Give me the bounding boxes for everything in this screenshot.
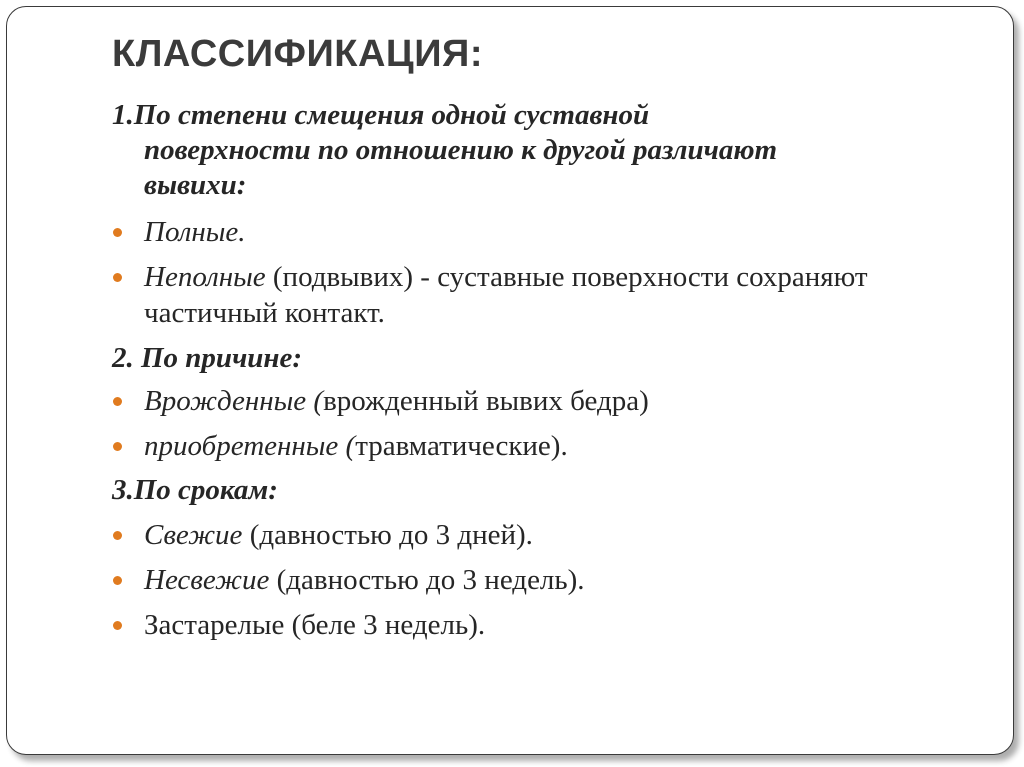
item-term: Свежие	[144, 519, 243, 551]
list-item-incomplete	[112, 259, 972, 331]
item-term: Несвежие	[144, 564, 270, 596]
bullet-icon	[113, 397, 122, 406]
item-term: Неполные	[144, 261, 266, 293]
item-term: приобретенные (	[144, 430, 356, 462]
item-text: Застарелые (беле 3 недель).	[144, 609, 486, 641]
list-item-congenital	[112, 383, 972, 419]
item-text: врожденный вывих бедра)	[323, 385, 649, 417]
list-item-not-fresh	[112, 562, 972, 598]
slide-content	[112, 98, 972, 652]
section-heading-duration: 3.По срокам:	[112, 474, 278, 506]
bullet-icon	[113, 228, 122, 237]
list-item-fresh	[112, 517, 972, 553]
item-text: (давностью до 3 недель).	[269, 564, 585, 596]
bullet-icon	[113, 576, 122, 585]
heading-line: вывихи:	[144, 169, 247, 201]
item-term: Врожденные (	[144, 385, 324, 417]
list-item-chronic	[112, 607, 972, 643]
item-text: (подвывих) - суставные поверхности сохраняют частичный контакт.	[144, 261, 868, 329]
item-term: Полные.	[144, 216, 246, 248]
section-heading-cause: 2. По причине:	[112, 342, 303, 374]
item-text: травматические).	[355, 430, 568, 462]
list-item-acquired	[112, 428, 972, 464]
bullet-icon	[113, 442, 122, 451]
list-item-complete	[112, 214, 972, 250]
bullet-icon	[113, 273, 122, 282]
heading-line: поверхности по отношению к другой различают	[144, 134, 778, 166]
section-heading-displacement	[112, 98, 972, 203]
bullet-icon	[113, 621, 122, 630]
bullet-icon	[113, 531, 122, 540]
heading-line: 1.По степени смещения одной суставной	[112, 99, 650, 131]
item-text: (давностью до 3 дней).	[242, 519, 533, 551]
slide-title: КЛАССИФИКАЦИЯ:	[112, 33, 483, 75]
